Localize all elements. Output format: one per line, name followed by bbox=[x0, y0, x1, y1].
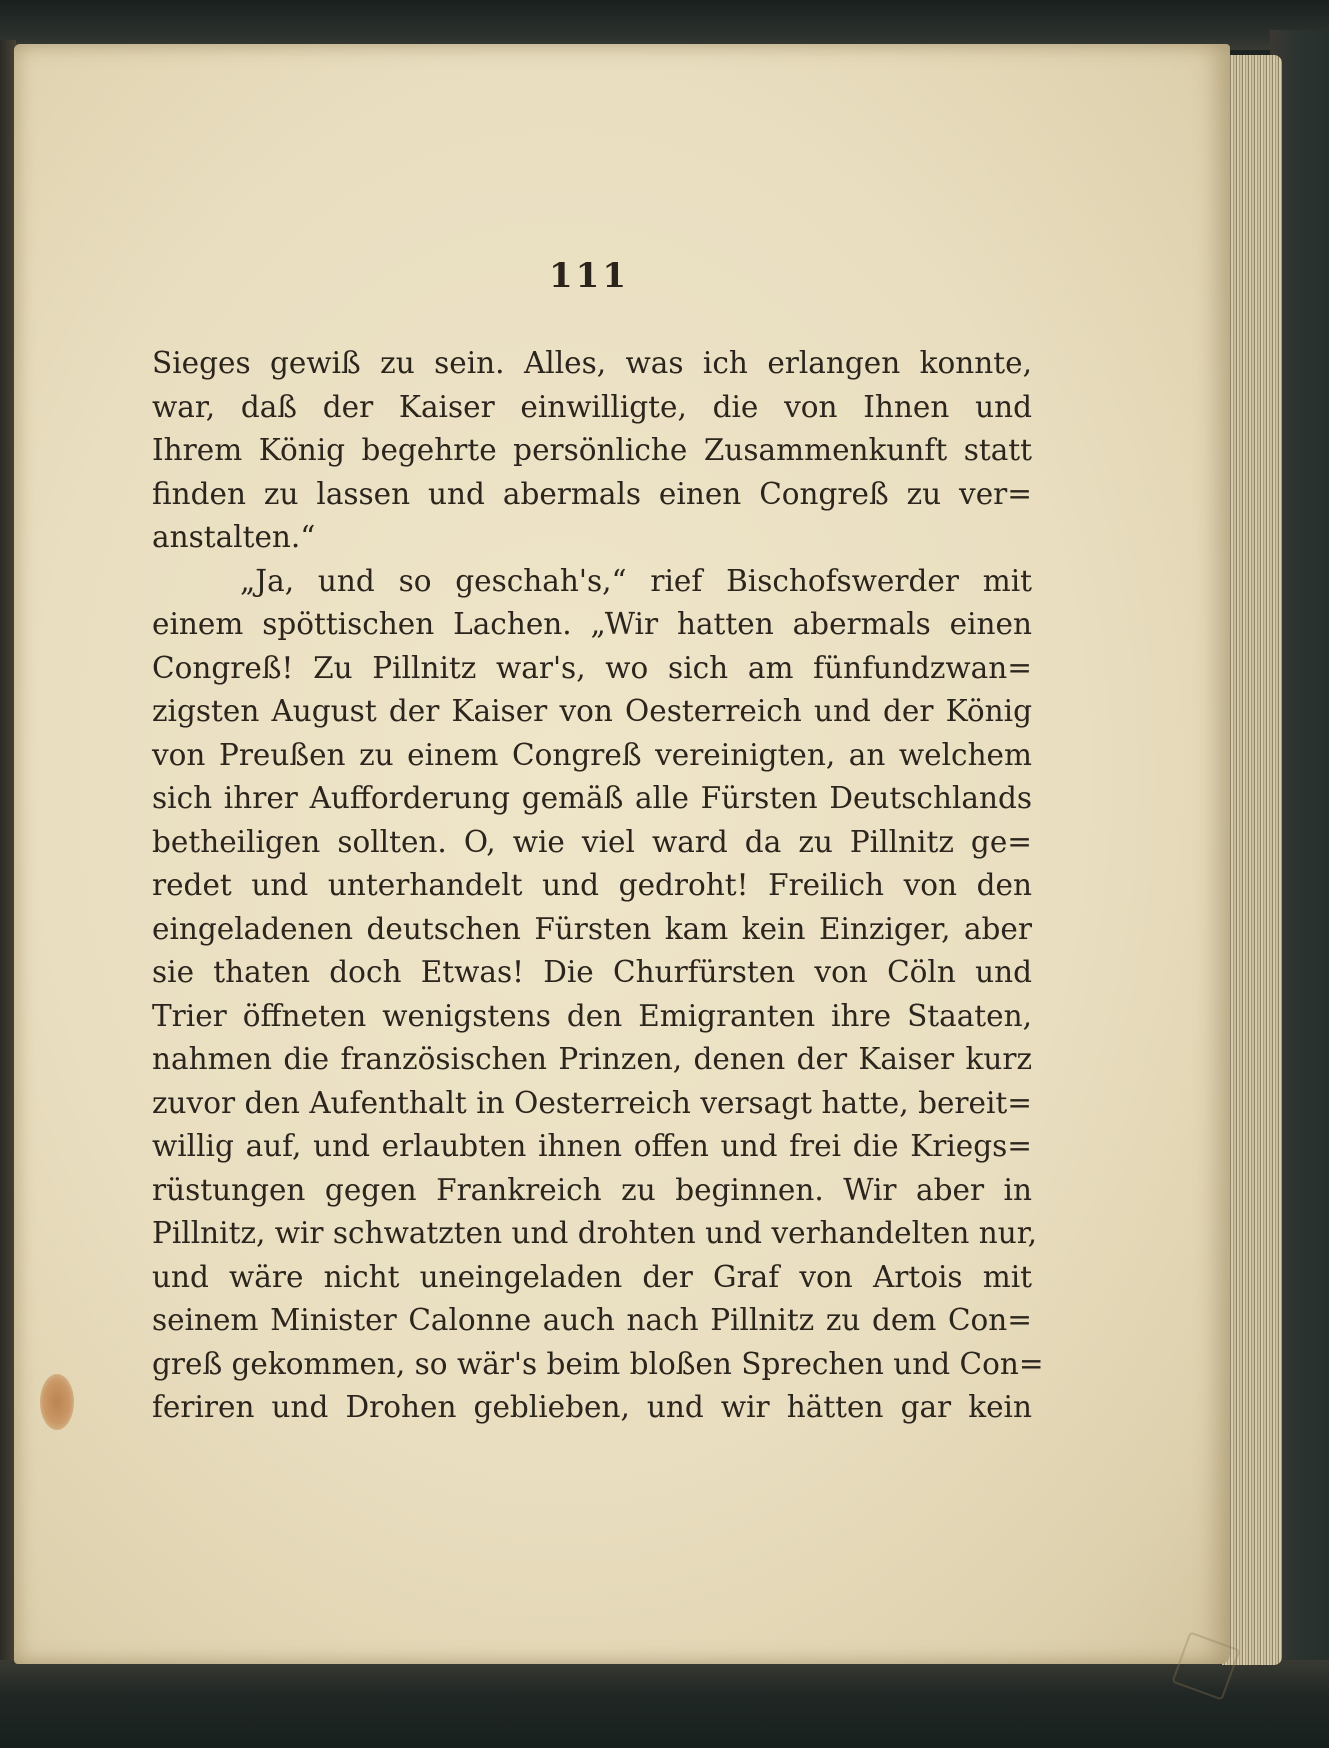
text-line: zuvor den Aufenthalt in Oesterreich versagt hatte, bereit= bbox=[152, 1085, 1032, 1120]
text-line: sich ihrer Aufforderung gemäß alle Fürsten Deutschlands bbox=[152, 781, 1032, 815]
text-line: nahmen die französischen Prinzen, denen der Kaiser kurz bbox=[152, 1042, 1032, 1076]
text-line: willig auf, und erlaubten ihnen offen und frei die Kriegs= bbox=[152, 1129, 1032, 1163]
book-cover-top bbox=[0, 0, 1329, 50]
book-cover-bottom bbox=[0, 1660, 1329, 1748]
page-number: 111 bbox=[549, 256, 629, 296]
text-line: und wäre nicht uneingeladen der Graf von Artois mit bbox=[152, 1259, 1032, 1294]
page-edges bbox=[1222, 55, 1282, 1665]
text-line: finden zu lassen und abermals einen Congreß zu ver= bbox=[152, 476, 1032, 511]
text-line: „Ja, und so geschah's,“ rief Bischofswerder mit bbox=[240, 563, 1032, 598]
stain-spot bbox=[40, 1374, 74, 1430]
text-line: Trier öffneten wenigstens den Emigranten ihre Staaten, bbox=[152, 998, 1032, 1033]
body-text bbox=[152, 342, 1044, 1430]
text-line: eingeladenen deutschen Fürsten kam kein Einziger, aber bbox=[152, 911, 1032, 946]
text-line: Sieges gewiß zu sein. Alles, was ich erlangen konnte, bbox=[152, 346, 1032, 380]
text-line: rüstungen gegen Frankreich zu beginnen. Wir aber in bbox=[152, 1172, 1032, 1207]
text-line: einem spöttischen Lachen. „Wir hatten abermals einen bbox=[152, 607, 1032, 641]
text-line: sie thaten doch Etwas! Die Churfürsten von Cöln und bbox=[152, 955, 1032, 989]
text-line: betheiligen sollten. O, wie viel ward da zu Pillnitz ge= bbox=[152, 824, 1032, 859]
text-line: anstalten.“ bbox=[152, 520, 316, 554]
text-line: war, daß der Kaiser einwilligte, die von Ihnen und bbox=[152, 389, 1032, 424]
text-line: greß gekommen, so wär's beim bloßen Sprechen und Con= bbox=[152, 1346, 1044, 1381]
text-line: von Preußen zu einem Congreß vereinigten, an welchem bbox=[152, 737, 1032, 772]
text-line: seinem Minister Calonne auch nach Pillnitz zu dem Con= bbox=[152, 1303, 1032, 1337]
text-line: feriren und Drohen geblieben, und wir hätten gar kein bbox=[152, 1390, 1032, 1424]
text-line: zigsten August der Kaiser von Oesterreich und der König bbox=[152, 694, 1032, 728]
text-line: Congreß! Zu Pillnitz war's, wo sich am fünfundzwan= bbox=[152, 650, 1032, 685]
text-line: Pillnitz, wir schwatzten und drohten und verhandelten nur, bbox=[152, 1216, 1037, 1250]
book-page bbox=[14, 44, 1230, 1664]
text-line: redet und unterhandelt und gedroht! Freilich von den bbox=[152, 868, 1032, 902]
text-line: Ihrem König begehrte persönliche Zusammenkunft statt bbox=[152, 433, 1032, 467]
